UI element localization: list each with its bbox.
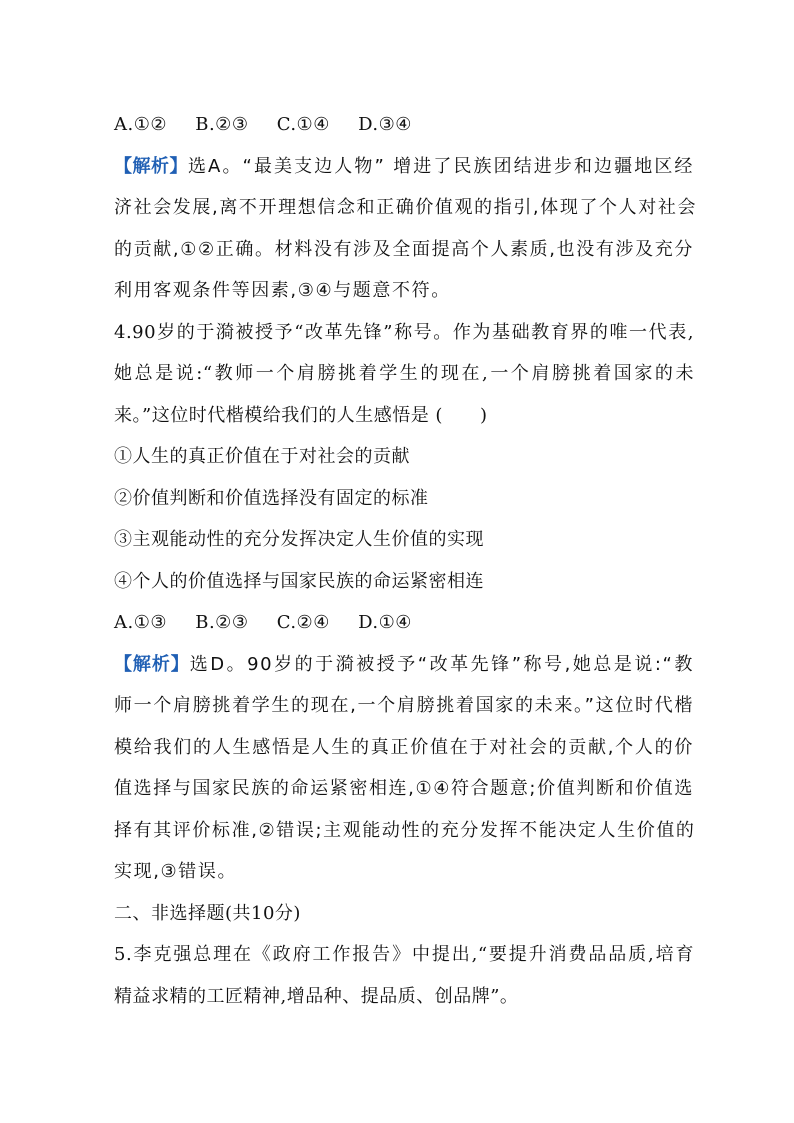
q4-option-a: A.①③ [114, 612, 167, 633]
q4-option-c: C.②④ [276, 612, 330, 633]
analysis-text: 选D。90岁的于漪被授予“改革先锋”称号,她总是说:“教 [189, 653, 695, 675]
q4-option-b: B.②③ [195, 612, 249, 633]
analysis-tag: 【解析】 [114, 653, 190, 675]
q3-option-a: A.①② [114, 114, 167, 135]
q4-statement-4: ④个人的价值选择与国家民族的命运紧密相连 [114, 570, 484, 592]
q4-option-d: D.①④ [358, 612, 412, 633]
q4-analysis-line-6: 实现,③错误。 [114, 861, 238, 882]
analysis-tag: 【解析】 [114, 155, 188, 177]
q4-statement-1: ①人生的真正价值在于对社会的贡献 [114, 446, 410, 467]
q4-statement-3: ③主观能动性的充分发挥决定人生价值的实现 [114, 529, 484, 550]
q4-analysis-line-2: 师一个肩膀挑着学生的现在,一个肩膀挑着国家的未来。”这位时代楷 [114, 695, 694, 716]
q5-stem-line-1: 5.李克强总理在《政府工作报告》中提出,“要提升消费品品质,培育 [114, 944, 694, 965]
q3-analysis-line-4: 利用客观条件等因素,③④与题意不符。 [114, 280, 451, 301]
q3-analysis-line-1 [114, 146, 694, 188]
q4-analysis-line-1 [114, 644, 694, 686]
q4-stem-line-1: 4.90岁的于漪被授予“改革先锋”称号。作为基础教育界的唯一代表, [114, 321, 694, 343]
analysis-text: 选A。“最美支边人物” 增进了民族团结进步和边疆地区经 [187, 155, 694, 177]
document-page [114, 104, 698, 1017]
q4-options [114, 602, 694, 644]
q4-stem-line-2: 她总是说:“教师一个肩膀挑着学生的现在,一个肩膀挑着国家的未 [114, 363, 694, 384]
q4-statements [114, 436, 694, 602]
q3-analysis-line-3: 的贡献,①②正确。材料没有涉及全面提高个人素质,也没有涉及充分 [114, 238, 694, 260]
section-heading: 二、非选择题(共10分) [114, 902, 301, 924]
q4-analysis-line-4: 值选择与国家民族的命运紧密相连,①④符合题意;价值判断和价值选 [114, 778, 694, 799]
q4-analysis-line-3: 模给我们的人生感悟是人生的真正价值在于对社会的贡献,个人的价 [114, 736, 694, 758]
q3-options [114, 104, 694, 146]
q4-statement-2: ②价值判断和价值选择没有固定的标准 [114, 487, 429, 509]
q5-stem-line-2: 精益求精的工匠精神,增品种、提品质、创品牌”。 [114, 985, 519, 1007]
q4-stem-line-3: 来。”这位时代楷模给我们的人生感悟是 ( ) [114, 404, 488, 426]
q4-stem [114, 312, 694, 437]
q3-option-b: B.②③ [195, 114, 249, 135]
q3-analysis-line-2: 济社会发展,离不开理想信念和正确价值观的指引,体现了个人对社会 [114, 197, 698, 218]
q3-analysis [114, 146, 698, 312]
q5-stem [114, 934, 694, 1017]
q4-analysis-line-5: 择有其评价标准,②错误;主观能动性的充分发挥不能决定人生价值的 [114, 819, 696, 841]
q4-analysis [114, 644, 694, 893]
q3-option-d: D.③④ [358, 114, 412, 135]
q3-option-c: C.①④ [276, 114, 330, 135]
